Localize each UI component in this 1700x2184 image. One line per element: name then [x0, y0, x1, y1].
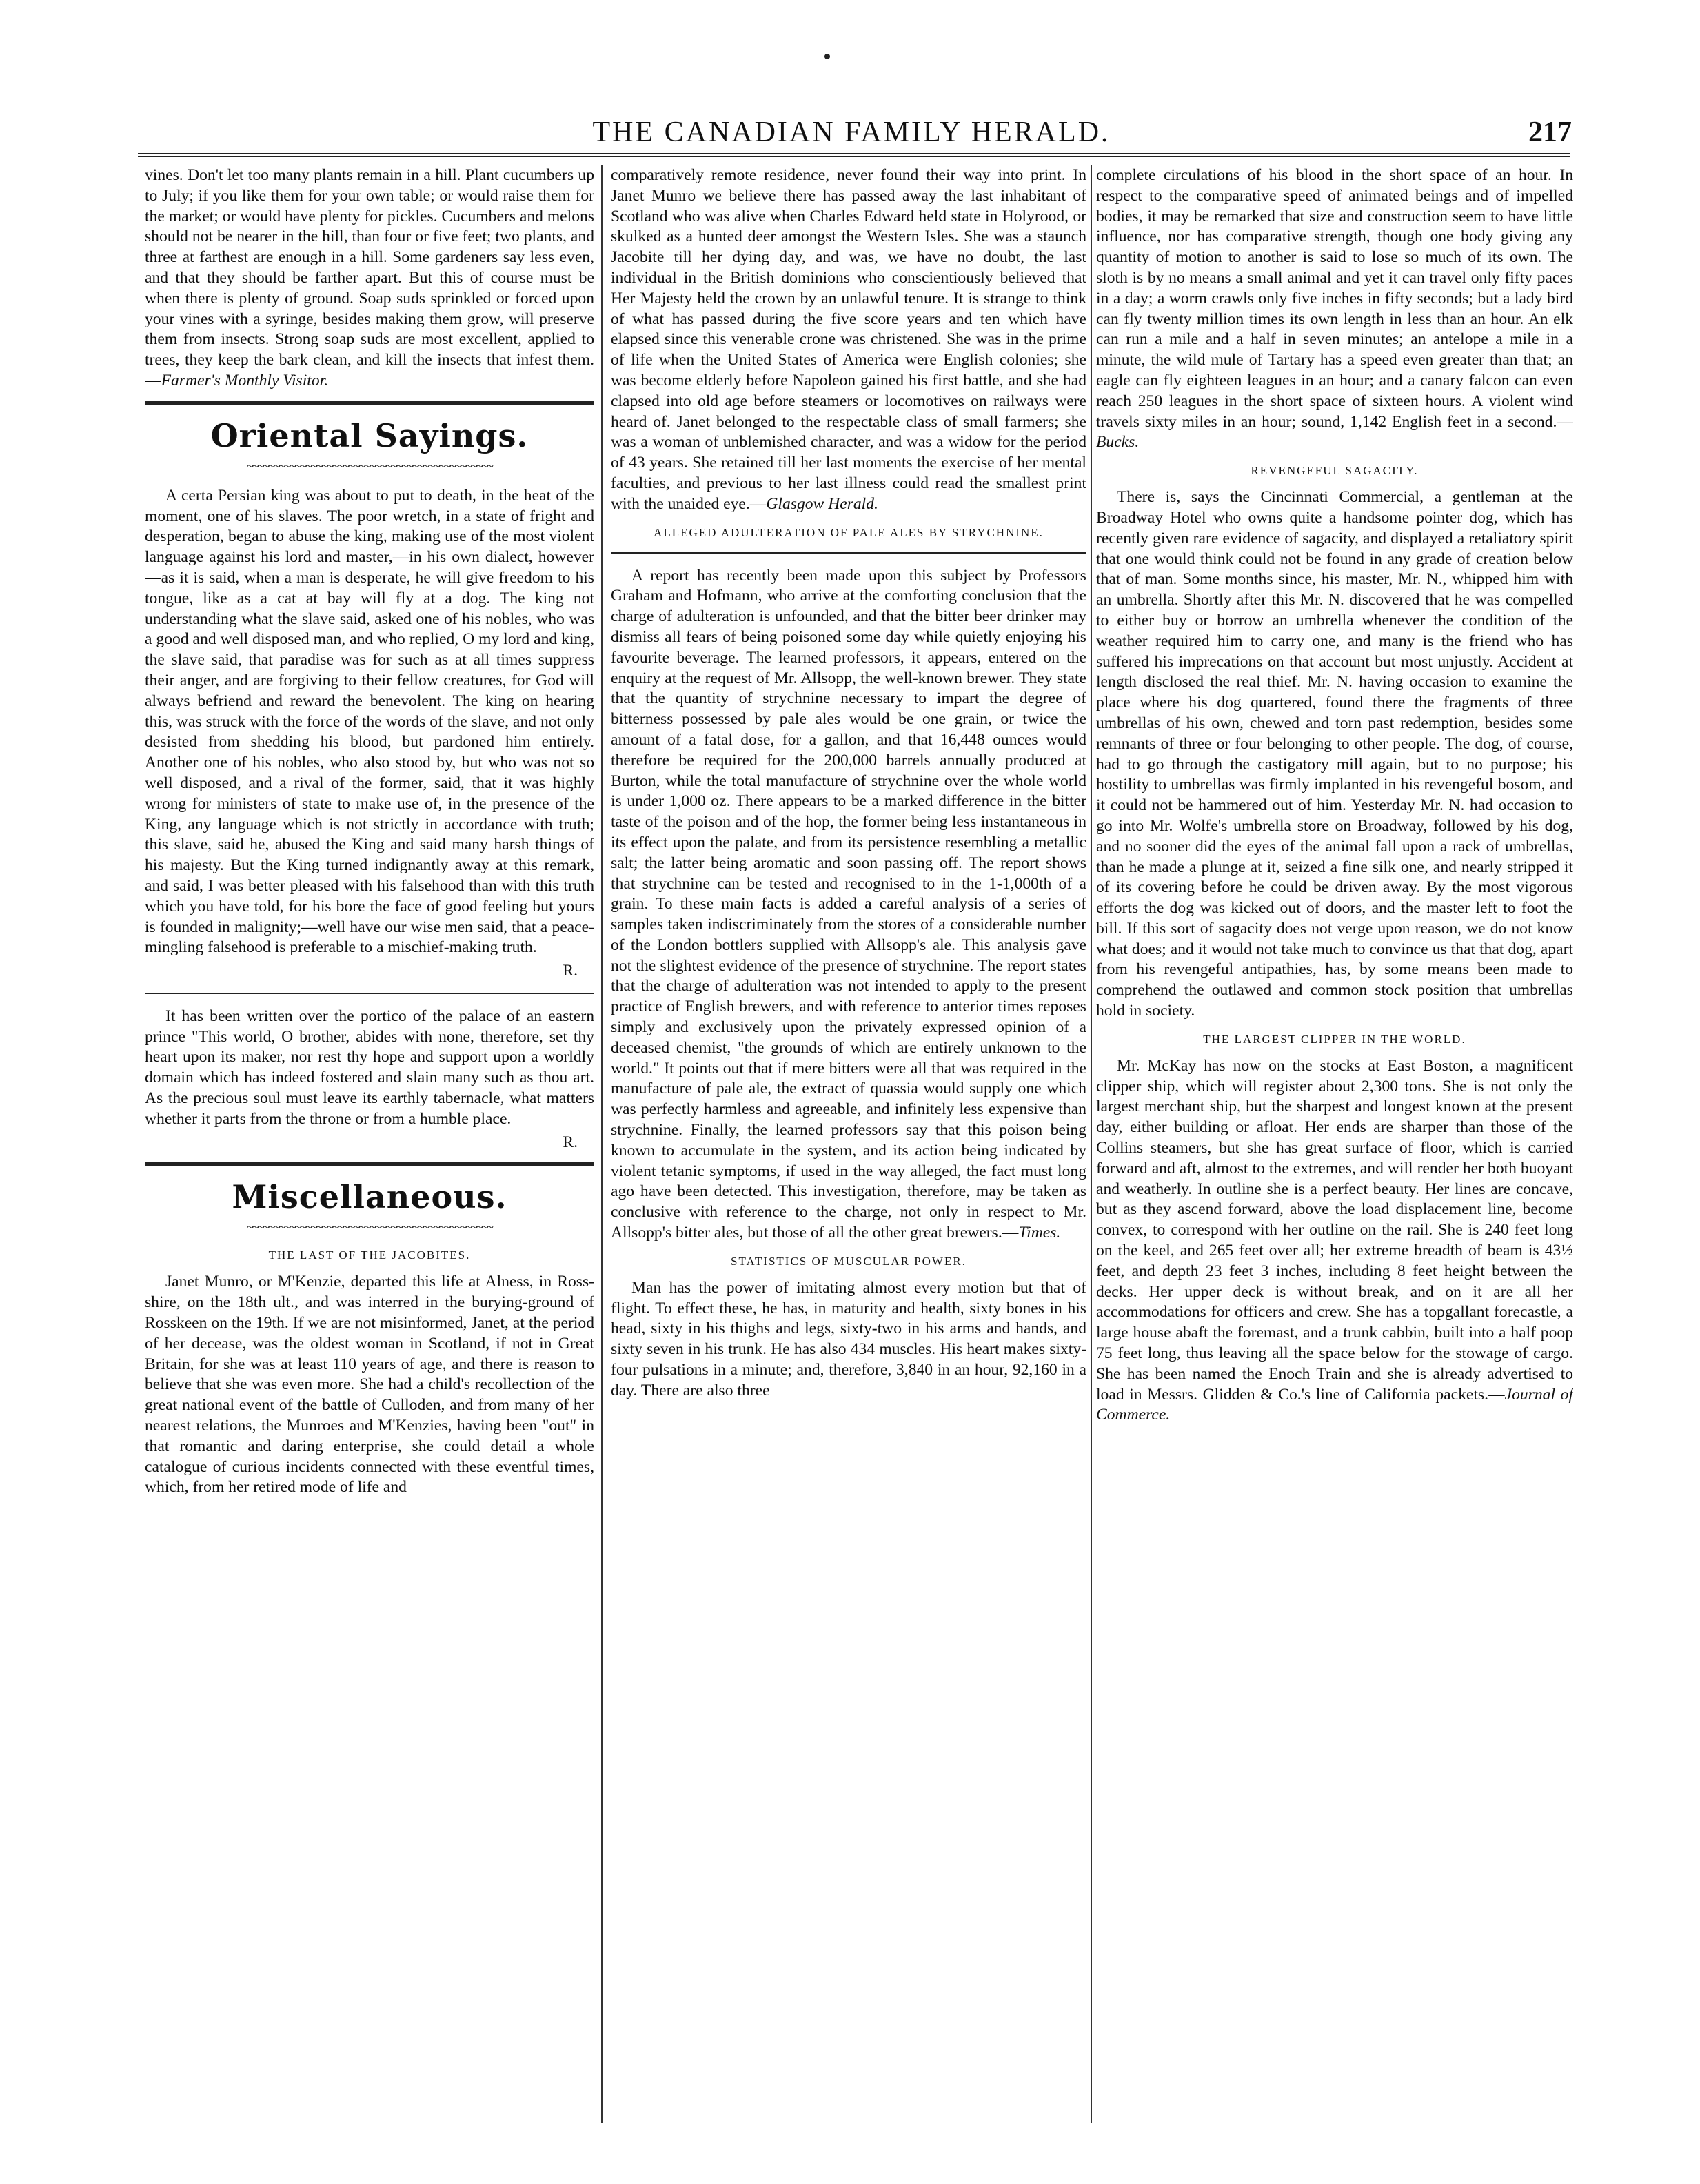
article-paragraph [1096, 165, 1573, 453]
masthead [131, 116, 1572, 150]
signature: R. [563, 962, 578, 980]
ornamental-rule: ~~~~~~~~~~~~~~~~~~~~~~~~~~~~~~~~~~~~~~~~~~~~~~ [247, 458, 492, 473]
header-rule [138, 153, 1570, 157]
body-text: A report has recently been made upon this subject by Professors Graham and Hofmann, who arrive at the comforting conclusion that the charge of adulteration is unfounded, and that the bitter beer drinker may dismiss all fears of being poisoned some day while quietly enjoying his favourite beverage. The learned professors, it appears, entered on the enquiry at the request of Mr. Allsopp, the well-known brewer. They state that the quantity of strychnine necessary to impart the degree of bitterness possessed by pale ales would be one grain, or twice the amount of a fatal dose, for a gallon, and that 16,448 ounces would therefore be required for the 200,000 barrels annually produced at Burton, while the total manufacture of strychnine over the whole world is under 1,000 oz. There appears to be a marked difference in the bitter taste of the poison and of the hop, the former being less instantaneous in its effect upon the palate, and from its persistence resembling a metallic salt; the latter being aromatic and soon passing off. The report shows that strychnine can be tested and recognised to in the 1-1,000th of a grain. To these main facts is added a careful analysis of a series of samples taken indiscriminately from the stores of a considerable number of the London bottlers supplied with Allsopp's ale. This analysis gave not the slightest evidence of the presence of strychnine. The report states that the charge of adulteration was not intended to apply to the present practice of English brewers, and with reference to anterior times reposes simply and exclusively upon the privately expressed opinion of a deceased chemist, "the grounds of which are entirely unknown to the world." It points out that if mere bitters were all that was required in the manufacture of pale ale, the extract of quassia would supply one which was perfectly harmless and agreeable, and infinitely less expensive than strychnine. Finally, the learned professors say that this poison being known to accumulate in the system, and its action being indicated by violent tetanic symptoms, if used in the way alleged, the fact must long ago have been detected. This investigation, therefore, may be taken as conclusive with reference to the charge, not only in respect to Mr. Allsopp's bitter ales, but those of all the other great brewers.— [611, 566, 1086, 1242]
column-divider [601, 165, 603, 2123]
article-paragraph: A certa Persian king was about to put to death, in the heat of the moment, one of his slaves. The poor wretch, in a state of fright and desperation, began to abuse the king, making use of the most violent language against his lord and master,—in his own dialect, however—as it is said, when a man is desperate, he will give freedom to his tongue, like as a cat at bay will fly at a dog. The king not understanding what the slave said, asked one of his nobles, who was a good and well disposed man, and who replied, O my lord and king, the slave said, that paradise was for such as at all times suppress their anger, and are forgiving to their fellow creatures, for God will always befriend and reward the benevolent. The king on hearing this, was struck with the force of the words of the slave, and not only desisted from shedding his blood, but pardoned him entirely. Another one of his nobles, who also stood by, but who was not so well disposed, and a rival of the former, said, that it was highly wrong for ministers of state to make use of, in the presence of the King, any language which is not strictly in accordance with truth; this slave, said he, abused the King and said many harsh things of his majesty. But the King turned indignantly away at this remark, and said, I was better pleased with his falsehood than with this truth which you have told, for his bore the face of good feeling but yours is founded in malignity;—well have our wise men said, that a peace-mingling falsehood is preferable to a mischief-making truth. [145, 486, 594, 957]
ornamental-rule: ~~~~~~~~~~~~~~~~~~~~~~~~~~~~~~~~~~~~~~~~~~~~~~ [247, 1220, 492, 1235]
source-credit: Journal of Commerce. [1096, 1385, 1573, 1424]
column-divider [1091, 165, 1092, 2123]
source-credit: Farmer's Monthly Visitor. [161, 371, 329, 390]
body-text: Mr. McKay has now on the stocks at East Boston, a magnificent clipper ship, which will register about 2,300 tons. She is not only the largest merchant ship, but the sharpest and longest known at the present day, either building or afloat. Her ends are sharper than those of the Collins steamers, but she has great surface of floor, which is carried forward and aft, almost to the extremes, and will render her both buoyant and weatherly. In outline she is a perfect beauty. Her lines are concave, but as they ascend forward, above the load displacement line, become convex, to correspond with her outline on the rail. She is 240 feet long on the keel, and 265 feet over all; her extreme breadth of beam is 43½ feet, and depth 23 feet 3 inches, including 8 feet height between the decks. Her upper deck is without break, and on it are all her accommodations for officers and crew. She has a topgallant forecastle, a large house abaft the foremast, and a trunk cabbin, built into a half poop 75 feet long, thus leaving all the space below for the stowage of cargo. She has been named the Enoch Train and she is already advertised to load in Messrs. Glidden & Co.'s line of California packets.— [1096, 1056, 1573, 1404]
ink-speck [824, 54, 830, 59]
body-text: complete circulations of his blood in the short space of an hour. In respect to the comparative speed of animated beings and of impelled bodies, it may be remarked that size and construction seem to have little influence, nor has comparative strength, though one body giving any quantity of motion to another is said to lose so much of its own. The sloth is by no means a small animal and yet it can travel only fifty paces in a day; a worm crawls only five inches in fifty seconds; but a lady bird can fly twenty million times its own length in less than an hour. An elk can run a mile and a half in seven minutes; an antelope a mile in a minute, the wild mule of Tartary has a speed even greater than that; an eagle can fly eighteen leagues in an hour; and a canary falcon can even reach 250 leagues in the short space of sixteen hours. A violent wind travels sixty miles in an hour; sound, 1,142 English feet in a second.— [1096, 166, 1573, 431]
source-credit: Glasgow Herald. [766, 494, 878, 513]
article-heading: REVENGEFUL SAGACITY. [1251, 464, 1419, 478]
body-text: vines. Don't let too many plants remain in a hill. Plant cucumbers up to July; if you like them for your own table; or would raise them for the market; or would have plenty for pickles. Cucumbers and melons should not be nearer in the hill, than four or five feet; two plants, and three at farthest are enough in a hill. Some gardeners say less even, and that they should be farther apart. But this of course must be when there is plenty of ground. Soap suds sprinkled or forced upon your vines with a syringe, besides making them grow, will preserve them from insects. Strong soap suds are most excellent, applied to trees, they keep the bark clean, and kill the insects that infest them.— [145, 166, 594, 390]
article-paragraph: It has been written over the portico of the palace of an eastern prince "This world, O brother, abides with none, therefore, set thy heart upon its maker, nor rest thy hope and support upon a worldly domain which has indeed fostered and slain many such as thou art. As the precious soul must leave its earthly tabernacle, what matters whether it parts from the throne or from a humble place. [145, 1007, 594, 1128]
masthead-title: THE CANADIAN FAMILY HERALD. [592, 117, 1111, 148]
signature: R. [563, 1133, 578, 1151]
column-1 [145, 165, 594, 2123]
article-heading: ALLEGED ADULTERATION OF PALE ALES BY STRYCHNINE. [654, 525, 1044, 539]
divider [611, 552, 1086, 554]
article-heading: STATISTICS OF MUSCULAR POWER. [731, 1254, 967, 1268]
column-2 [611, 165, 1086, 2123]
article-heading: THE LAST OF THE JACOBITES. [268, 1248, 471, 1262]
body-text: comparatively remote residence, never found their way into print. In Janet Munro we believe there has passed away the last inhabitant of Scotland who was alive when Charles Edward held state in Holyrood, or skulked as a hunted deer amongst the Western Isles. She was a staunch Jacobite till her dying day, and was, we have no doubt, the last individual in the British dominions who conscientiously believed that Her Majesty held the crown by an unlawful tenure. It is strange to think of what has passed during the five score years and ten which have elapsed since this venerable crone was christened. She was in the prime of life when the United States of America were English colonies; she was become elderly before Napoleon gained his first battle, and she had clapsed into old age before steamers or locomotives on railways were heard of. Janet belonged to the respectable class of small farmers; she was a woman of unblemished character, and was a widow for the period of 43 years. She retained till her last moments the exercise of her mental faculties, and previous to her last illness could read the smallest print with the unaided eye.— [611, 166, 1086, 513]
section-title-oriental: Oriental Sayings. [210, 416, 529, 454]
article-heading: THE LARGEST CLIPPER IN THE WORLD. [1203, 1032, 1466, 1046]
article-paragraph [1096, 1056, 1573, 1426]
section-rule [145, 401, 594, 405]
article-paragraph: Janet Munro, or M'Kenzie, departed this life at Alness, in Ross-shire, on the 18th ult., and was interred in the burying-ground of Rosskeen on the 19th. If we are not misinformed, Janet, at the period of her decease, was the oldest woman in Scotland, if not in Great Britain, for she was at least 110 years of age, and there is reason to believe that she was even more. She had a child's recollection of the great national event of the battle of Culloden, and from many of her nearest relations, the Munroes and M'Kenzies, having been "out" in that romantic and daring enterprise, she could detail a whole catalogue of curious incidents connected with these eventful times, which, from her retired mode of life and [145, 1273, 594, 1497]
article-paragraph [611, 566, 1086, 1244]
article-paragraph [611, 165, 1086, 515]
source-credit: Times. [1018, 1224, 1061, 1242]
article-paragraph: Man has the power of imitating almost every motion but that of flight. To effect these, he has, in maturity and health, sixty bones in his head, sixty in his thighs and legs, sixty-two in his arms and hands, and sixty seven in his trunk. He has also 434 muscles. His heart makes sixty-four pulsations in a minute; and, therefore, 3,840 in an hour, 92,160 in a day. There are also three [611, 1278, 1086, 1399]
column-3 [1096, 165, 1573, 2123]
article-paragraph: There is, says the Cincinnati Commercial, a gentleman at the Broadway Hotel who owns quite a handsome pointer dog, which has recently given rare evidence of sagacity, and displayed a retaliatory spirit that one would think could not be found in any grade of creation below that of man. Some months since, his master, Mr. N., whipped him with an umbrella. Shortly after this Mr. N. discovered that he was compelled to either buy or borrow an umbrella whenever the condition of the weather required him to carry one, and many is the friend who has suffered his imprecations on that account but most unjustly. Accident at length disclosed the real thief. Mr. N. having occasion to examine the place where his dog quartered, found there the fragments of three umbrellas of his own, chewed and torn past redemption, besides some remnants of three or four belonging to other people. The dog, of course, had to go through the castigatory mill again, but to no purpose; his hostility to umbrellas was firmly implanted in his revengeful bosom, and it could not be hammered out of him. Yesterday Mr. N. had occasion to go into Mr. Wolfe's umbrella store on Broadway, followed by his dog, and no sooner did the eyes of the animal fall upon a rack of umbrellas, than he made a plunge at it, seized a fine silk one, and nearly stripped it of its covering before he could be driven away. By the most vigorous efforts the dog was kicked out of doors, and the master left to foot the bill. If this sort of sagacity does not verge upon reason, we do not know what does; and it would not take much to convince us that that dog, apart from his revengeful antipathies, has, by some means been made to comprehend the outlawed and common stock position that umbrellas hold in society. [1096, 488, 1573, 1020]
article-paragraph [145, 165, 594, 392]
source-credit: Bucks. [1096, 433, 1140, 452]
divider [145, 993, 594, 994]
section-rule [145, 1162, 594, 1166]
page-number: 217 [1528, 117, 1572, 148]
section-title-miscellaneous: Miscellaneous. [232, 1178, 507, 1216]
